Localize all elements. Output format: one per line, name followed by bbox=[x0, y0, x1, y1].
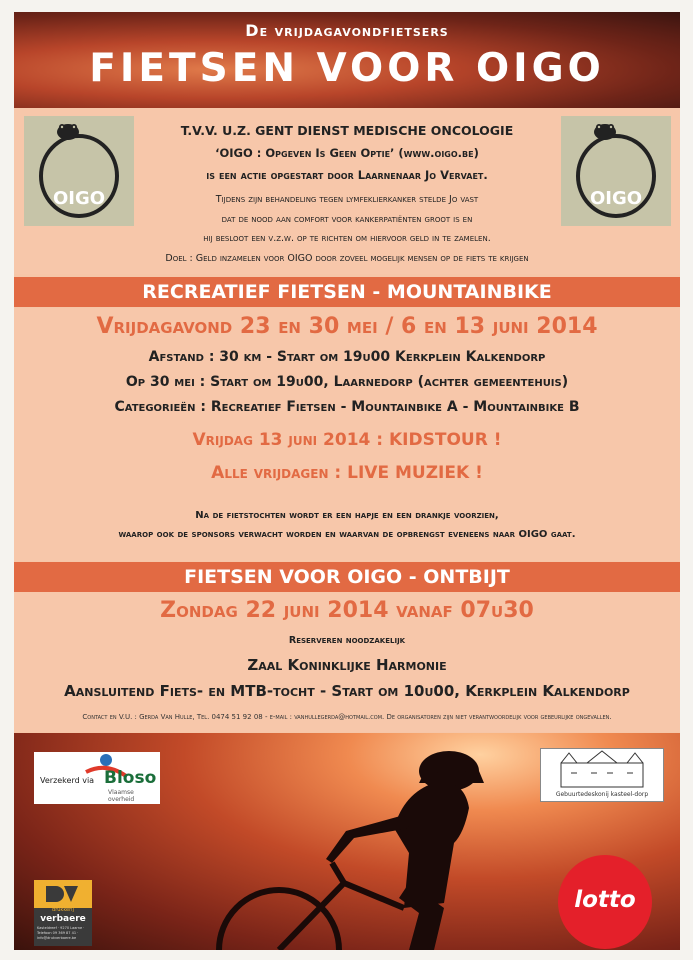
castle-icon bbox=[541, 749, 663, 789]
header-subtitle: De vrijdagavondfietsers bbox=[245, 21, 449, 40]
contact-line: Contact en V.U. : Gerda Van Hulle, Tel. 0474 51 92 08 - e-mail : vanhullegerda@hotmail.com. De organisatoren zijn niet verantwoordelijk voor gebeurlijke ongevallen. bbox=[82, 713, 612, 721]
lotto-label: lotto bbox=[574, 887, 636, 913]
section1-note-1: Na de fietstochten wordt er een hapje en een drankje voorzien, bbox=[195, 510, 499, 521]
intro-line-1: T.V.V. U.Z. GENT DIENST MEDISCHE ONCOLOGIE bbox=[180, 123, 514, 138]
section1-panel bbox=[14, 308, 680, 561]
section2-ride: Aansluitend Fiets- en MTB-tocht - Start om 10u00, Kerkplein Kalkendorp bbox=[64, 682, 630, 700]
bloso-name: Bloso bbox=[104, 768, 157, 788]
section1-distance: Afstand : 30 km - Start om 19u00 Kerkplein Kalkendorp bbox=[148, 349, 546, 365]
section1-note-2: waarop ook de sponsors verwacht worden en waarvan de opbrengst eveneens naar OIGO gaat. bbox=[118, 529, 576, 540]
section2-panel bbox=[14, 592, 680, 732]
oigo-logo-label: OIGO bbox=[52, 188, 106, 209]
header-title: FIETSEN VOOR OIGO bbox=[89, 46, 605, 91]
bloso-prefix: Verzekerd via bbox=[40, 776, 95, 785]
header-hero bbox=[14, 12, 680, 108]
section1-categories: Categorieën : Recreatief Fietsen - Mountainbike A - Mountainbike B bbox=[114, 399, 580, 415]
poster bbox=[14, 12, 680, 950]
kasteel-caption: Gebuurtedeskonij kasteel-dorp bbox=[555, 791, 649, 798]
intro-line-4: Tijdens zijn behandeling tegen lymfeklierkanker stelde Jo vast bbox=[215, 194, 479, 205]
frog-ring-icon bbox=[24, 116, 134, 226]
section1-kidstour: Vrijdag 13 juni 2014 : KIDSTOUR ! bbox=[192, 430, 502, 450]
section1-music: Alle vrijdagen : LIVE MUZIEK ! bbox=[211, 463, 483, 483]
intro-line-6: hij besloot een v.z.w. op te richten om hiervoor geld in te zamelen. bbox=[203, 233, 491, 244]
section2-venue: Zaal Koninklijke Harmonie bbox=[247, 656, 447, 674]
section1-dates: Vrijdagavond 23 en 30 mei / 6 en 13 juni 2014 bbox=[96, 314, 598, 339]
verbaere-top: drukkerij bbox=[52, 907, 74, 913]
oigo-logo-right bbox=[561, 116, 671, 226]
lotto-logo bbox=[558, 855, 652, 949]
verbaere-address: Kasteldreef · 9270 Laarne · Telefoon 09 369 87 41 · info@drukverbaere.be bbox=[37, 926, 85, 940]
intro-goal: Doel : Geld inzamelen voor OIGO door zoveel mogelijk mensen op de fiets te krijgen bbox=[165, 253, 529, 264]
section1-may30: Op 30 mei : Start om 19u00, Laarnedorp (achter gemeentehuis) bbox=[125, 374, 569, 390]
oigo-logo-label: OIGO bbox=[589, 188, 643, 209]
verbaere-mark-icon bbox=[34, 880, 92, 908]
section2-date: Zondag 22 juni 2014 vanaf 07u30 bbox=[160, 598, 534, 623]
verbaere-logo bbox=[34, 880, 92, 946]
kasteel-logo bbox=[540, 748, 664, 802]
section1-banner: RECREATIEF FIETSEN - MOUNTAINBIKE bbox=[14, 277, 680, 307]
section2-reserve: Reserveren noodzakelijk bbox=[288, 635, 406, 646]
oigo-logo-left bbox=[24, 116, 134, 226]
frog-ring-icon bbox=[561, 116, 671, 226]
footer-hero bbox=[14, 733, 680, 950]
section2-banner: FIETSEN VOOR OIGO - ONTBIJT bbox=[14, 562, 680, 592]
intro-line-3: is een actie opgestart door Laarnenaar Jo Vervaet. bbox=[206, 168, 488, 182]
intro-panel bbox=[14, 108, 680, 274]
verbaere-name: verbaere bbox=[40, 914, 86, 924]
intro-line-2: ‘OIGO : Opgeven Is Geen Optie’ (www.oigo.be) bbox=[215, 146, 479, 160]
bloso-logo bbox=[34, 752, 160, 804]
intro-line-5: dat de nood aan comfort voor kankerpatiënten groot is en bbox=[221, 214, 473, 225]
bloso-sub: Vlaamse overheid bbox=[108, 789, 135, 803]
